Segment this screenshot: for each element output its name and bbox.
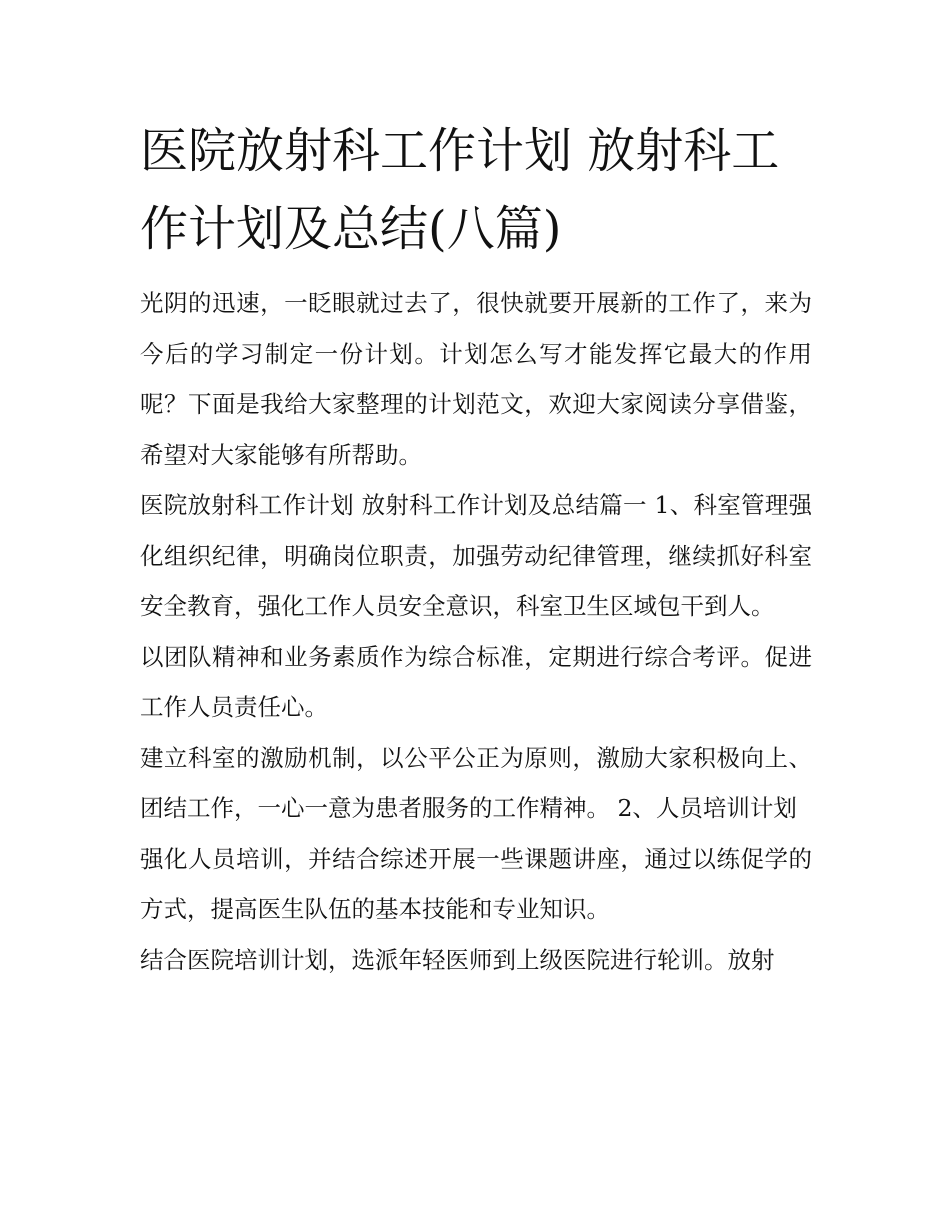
paragraph-intro: 光阴的迅速，一眨眼就过去了，很快就要开展新的工作了，来为今后的学习制定一份计划。计划怎么写才能发挥它最大的作用呢？下面是我给大家整理的计划范文，欢迎大家阅读分享借鉴，希望对大家能够有所帮助。 [140, 289, 812, 469]
document-page [140, 112, 812, 985]
paragraph-incentive: 建立科室的激励机制，以公平公正为原则，激励大家积极向上、团结工作，一心一意为患者服务的工作精神。 2、人员培训计划 [140, 743, 812, 822]
paragraph-section-1: 医院放射科工作计划 放射科工作计划及总结篇一 1、科室管理强化组织纪律，明确岗位职责，加强劳动纪律管理，继续抓好科室安全教育，强化工作人员安全意识，科室卫生区域包干到人。 [140, 491, 812, 620]
paragraph-rotation: 结合医院培训计划，选派年轻医师到上级医院进行轮训。放射 [140, 945, 775, 974]
paragraph-training: 强化人员培训，并结合综述开展一些课题讲座，通过以练促学的方式，提高医生队伍的基本技能和专业知识。 [140, 844, 812, 923]
document-title: 医院放射科工作计划 放射科工作计划及总结(八篇) [140, 123, 780, 257]
paragraph-team-spirit: 以团队精神和业务素质作为综合标准，定期进行综合考评。促进工作人员责任心。 [140, 642, 812, 721]
